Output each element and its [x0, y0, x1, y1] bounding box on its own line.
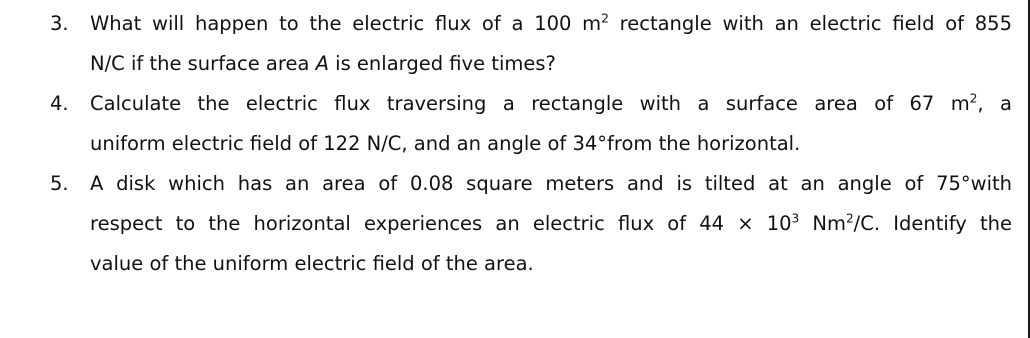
question-line [90, 84, 1012, 124]
question-line [90, 164, 1012, 204]
text-run: A disk which has an area of 0.08 square meters and is tilted at an angle of 75°with [90, 172, 1012, 195]
variable-symbol: A [315, 52, 329, 75]
text-run: uniform electric field of 122 N/C, and an angle of 34°from the horizontal. [90, 132, 801, 155]
superscript: 2 [845, 211, 854, 226]
question-line [90, 4, 1012, 44]
text-run: /C. Identify the [853, 212, 1012, 235]
text-run: What will happen to the electric flux of a 100 m [90, 12, 602, 35]
text-run: respect to the horizontal experiences an electric flux of 44 × 10 [90, 212, 792, 235]
question-line [90, 44, 1012, 84]
superscript: 2 [969, 91, 978, 106]
question-line [90, 204, 1012, 244]
text-run: , a [977, 92, 1012, 115]
question-number: 3. [50, 12, 69, 35]
text-run: is enlarged five times? [328, 52, 556, 75]
question-number: 4. [50, 92, 69, 115]
text-run: value of the uniform electric field of the area. [90, 252, 534, 275]
question-5 [0, 164, 1012, 284]
superscript: 2 [601, 11, 609, 26]
superscript: 3 [791, 211, 800, 226]
question-line [90, 124, 1012, 164]
question-4 [0, 84, 1012, 164]
text-run: Nm [799, 212, 846, 235]
question-3 [0, 4, 1012, 84]
question-line [90, 244, 1012, 284]
text-run: rectangle with an electric field of 855 [608, 12, 1012, 35]
text-run: Calculate the electric flux traversing a rectangle with a surface area of 67 m [90, 92, 970, 115]
question-list [0, 4, 1012, 284]
text-run: N/C if the surface area [90, 52, 316, 75]
question-number: 5. [50, 172, 69, 195]
